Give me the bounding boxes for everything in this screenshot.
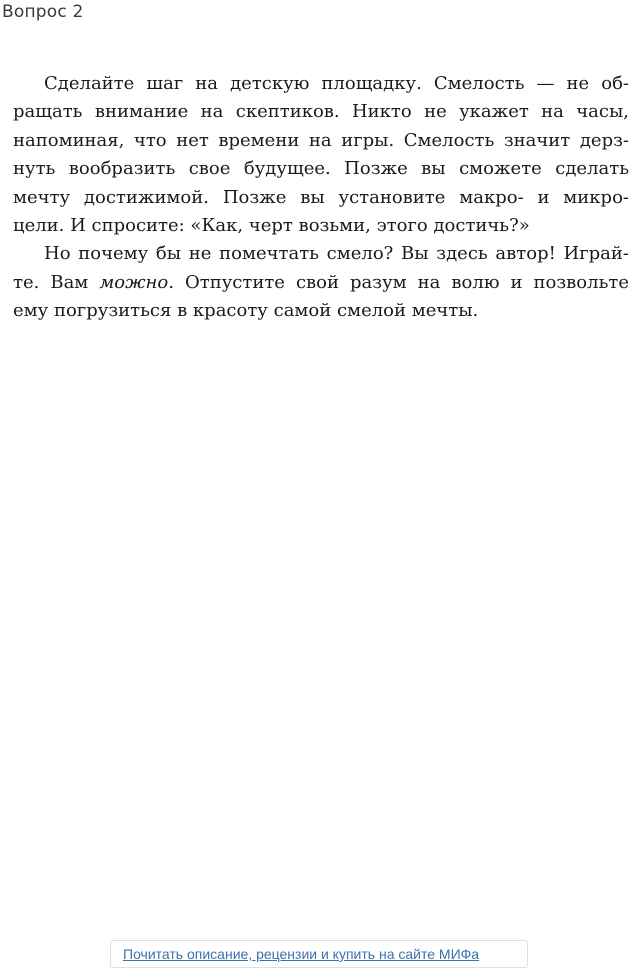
paragraph-2 [13,240,629,325]
text-line: ему погрузиться в красоту самой смелой мечты. [13,300,479,322]
buy-banner [110,940,528,968]
text-line: Но почему бы не помечтать смело? Вы здесь автор! Играй- [44,243,629,265]
text-line: мечту достижимой. Позже вы установите макро- и микро- [13,186,629,208]
text-line [13,269,629,297]
text-segment: Отпустите свой разум на волю и позвольте [173,271,629,293]
text-line: Сделайте шаг на детскую площадку. Смелость — не об- [44,73,629,94]
text-line: напоминая, что нет времени на игры. Смелость значит дерз- [13,129,629,151]
emphasis-text: можно. [99,271,174,293]
text-segment: те. Вам [13,271,100,293]
running-head: Вопрос 2 [2,2,84,22]
text-line: цели. И спросите: «Как, черт возьми, этого достичь?» [13,215,530,237]
text-line: ращать внимание на скептиков. Никто не укажет на часы, [13,101,629,123]
text-line: нуть вообразить свое будущее. Позже вы сможете сделать [13,158,629,180]
paragraph-1 [13,70,629,240]
page-body [13,70,629,326]
buy-link[interactable]: Почитать описание, рецензии и купить на сайте МИФа [123,946,480,962]
